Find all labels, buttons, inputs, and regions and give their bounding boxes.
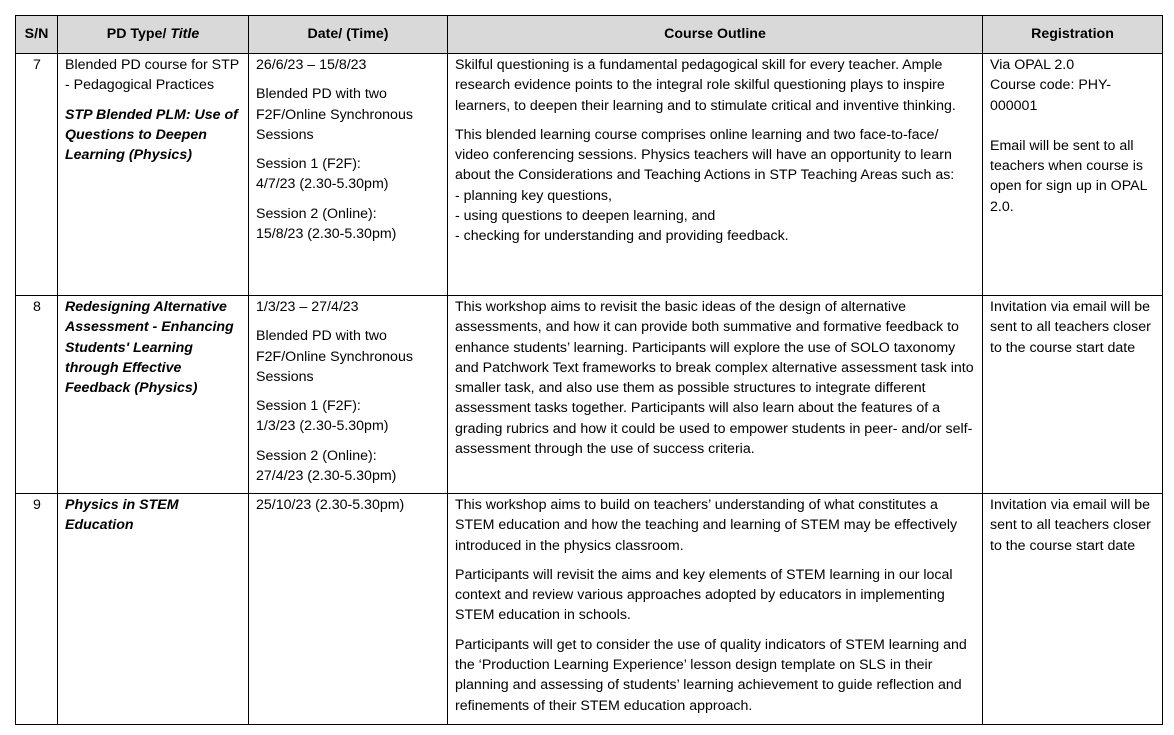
registration-line: Invitation via email will be sent to all teachers closer to the course start date <box>990 299 1151 356</box>
row-outline <box>448 54 983 296</box>
outline-list-item: - checking for understanding and providing feedback. <box>455 228 789 245</box>
date-range: 1/3/23 – 27/4/23 <box>256 299 359 315</box>
header-outline: Course Outline <box>448 16 983 54</box>
date-format: Blended PD with two F2F/Online Synchronous Sessions <box>256 86 413 143</box>
row-registration <box>983 296 1163 494</box>
pd-title: Redesigning Alternative Assessment - Enhancing Students' Learning through Effective Feedback (Physics) <box>65 299 234 397</box>
row-registration <box>983 494 1163 725</box>
row-date <box>249 494 448 725</box>
row-outline <box>448 494 983 725</box>
pd-title: STP Blended PLM: Use of Questions to Deepen Learning (Physics) <box>65 106 238 164</box>
outline-paragraph: Skilful questioning is a fundamental pedagogical skill for every teacher. Ample research evidence points to the integral role skilful questioning plays to inspire learners, to deepen their learning and to stimulate critical and inventive thinking. <box>455 57 956 114</box>
row-sn: 7 <box>16 54 58 296</box>
registration-line: Invitation via email will be sent to all teachers closer to the course start date <box>990 497 1151 554</box>
table-row <box>16 296 1163 494</box>
header-date: Date/ (Time) <box>249 16 448 54</box>
row-sn: 8 <box>16 296 58 494</box>
header-pd-type-label: PD Type/ <box>106 26 171 43</box>
date-range: 25/10/23 (2.30-5.30pm) <box>256 497 405 513</box>
table-header-row <box>16 16 1163 54</box>
row-sn: 9 <box>16 494 58 725</box>
outline-paragraph: Participants will get to consider the use of quality indicators of STEM learning and the ‘Production Learning Experience’ lesson design template on SLS in their planning and assessing of students’ learning achievement to guide reflection and refinements of their STEM education approach. <box>455 636 967 714</box>
outline-list-item: - planning key questions, <box>455 187 612 204</box>
header-sn: S/N <box>16 16 58 54</box>
registration-line: Email will be sent to all teachers when course is open for sign up in OPAL 2.0. <box>990 137 1147 215</box>
header-title-label: Title <box>170 26 200 43</box>
outline-paragraph: This blended learning course comprises online learning and two face-to-face/ video conferencing sessions. Physics teachers will have an opportunity to learn about the Considerations and Teaching Actions in STP Teaching Areas such as: <box>455 126 955 184</box>
header-pd-type <box>58 16 249 54</box>
pd-type-text: Blended PD course for STP - Pedagogical Practices <box>65 57 240 94</box>
session-2: Session 2 (Online): 27/4/23 (2.30-5.30pm) <box>256 447 397 485</box>
row-date <box>249 54 448 296</box>
row-pd-type <box>58 494 249 725</box>
date-range: 26/6/23 – 15/8/23 <box>256 57 367 73</box>
row-pd-type <box>58 54 249 296</box>
table-row <box>16 494 1163 725</box>
row-outline <box>448 296 983 494</box>
registration-line: Via OPAL 2.0 <box>990 57 1075 73</box>
session-1: Session 1 (F2F): 1/3/23 (2.30-5.30pm) <box>256 398 389 435</box>
outline-paragraph: This workshop aims to build on teachers’ understanding of what constitutes a STEM education and how the teaching and learning of STEM may be effectively introduced in the physics classroom. <box>455 497 958 554</box>
pd-title: Physics in STEM Education <box>65 497 179 534</box>
outline-paragraph: This workshop aims to revisit the basic ideas of the design of alternative assessments, and how it can provide both summative and formative feedback to enhance students’ learning. Participants will explore the use of SOLO taxonomy and Patchwork Text frameworks to break complex alternative assessment task into smaller task, and also use them as possible structures to integrate different assessment tasks together. Participants will also learn about the features of a grading rubrics and how it could be used to empower students in peer- and/or self- assessment through the use of success criteria. <box>455 299 974 458</box>
registration-line: Course code: PHY-000001 <box>990 77 1111 114</box>
date-format: Blended PD with two F2F/Online Synchronous Sessions <box>256 328 413 385</box>
table-row <box>16 54 1163 296</box>
session-1: Session 1 (F2F): 4/7/23 (2.30-5.30pm) <box>256 156 389 193</box>
session-2: Session 2 (Online): 15/8/23 (2.30-5.30pm) <box>256 205 397 243</box>
row-registration <box>983 54 1163 296</box>
header-registration: Registration <box>983 16 1163 54</box>
pd-course-table <box>15 15 1163 725</box>
outline-list-item: - using questions to deepen learning, and <box>455 208 716 225</box>
row-date <box>249 296 448 494</box>
row-pd-type <box>58 296 249 494</box>
outline-paragraph: Participants will revisit the aims and key elements of STEM learning in our local context and review various approaches adopted by educators in implementing STEM education in schools. <box>455 566 953 624</box>
